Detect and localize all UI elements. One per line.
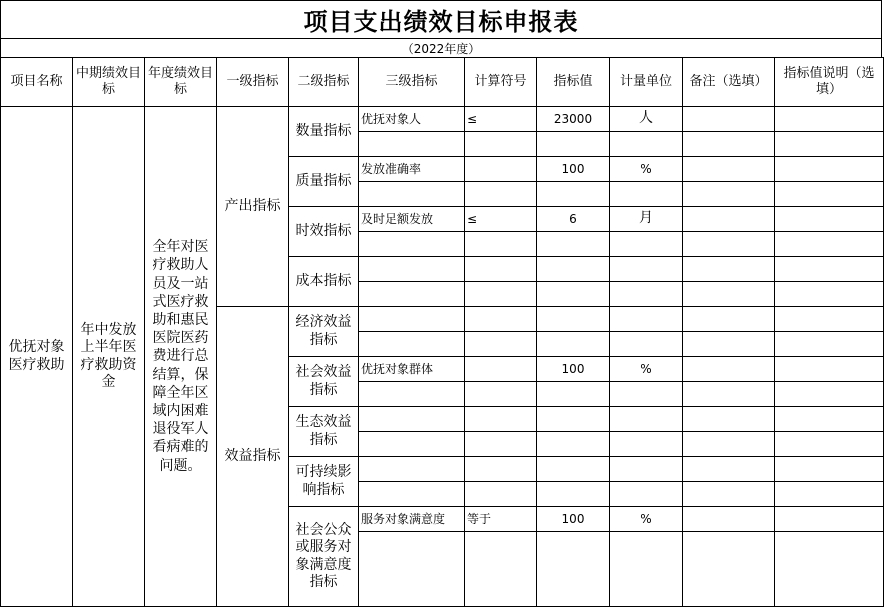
operator-cell[interactable]: [465, 307, 537, 332]
level1-benefit-cell[interactable]: 效益指标: [217, 307, 289, 607]
level3-cell[interactable]: [359, 132, 465, 157]
level3-cell[interactable]: [359, 532, 465, 607]
remark-cell[interactable]: [683, 457, 775, 482]
unit-cell[interactable]: [610, 132, 683, 157]
desc-cell[interactable]: [775, 232, 884, 257]
operator-cell[interactable]: [465, 157, 537, 182]
desc-cell[interactable]: [775, 432, 884, 457]
desc-cell[interactable]: [775, 182, 884, 207]
form-year: （2022年度）: [0, 38, 882, 57]
operator-cell[interactable]: [465, 432, 537, 457]
desc-cell[interactable]: [775, 482, 884, 507]
value-cell[interactable]: 100: [537, 507, 610, 532]
value-cell[interactable]: 23000: [537, 107, 610, 132]
remark-cell[interactable]: [683, 307, 775, 332]
value-cell[interactable]: [537, 232, 610, 257]
level3-cell[interactable]: 及时足额发放: [359, 207, 465, 232]
operator-cell[interactable]: [465, 382, 537, 407]
level3-cell[interactable]: [359, 257, 465, 282]
unit-cell[interactable]: %: [610, 507, 683, 532]
level2-social-cell[interactable]: 社会效益指标: [289, 357, 359, 407]
desc-cell[interactable]: [775, 132, 884, 157]
desc-cell[interactable]: [775, 207, 884, 232]
operator-cell[interactable]: ≤: [465, 207, 537, 232]
desc-cell[interactable]: [775, 332, 884, 357]
operator-cell[interactable]: [465, 357, 537, 382]
performance-table: [0, 57, 884, 607]
header-annual-goal[interactable]: 年度绩效目标: [145, 58, 217, 107]
desc-cell[interactable]: [775, 407, 884, 432]
level3-cell[interactable]: [359, 382, 465, 407]
unit-cell[interactable]: [610, 182, 683, 207]
unit-cell[interactable]: [610, 532, 683, 607]
unit-cell[interactable]: [610, 257, 683, 282]
level3-cell[interactable]: [359, 282, 465, 307]
level2-satisfaction-cell[interactable]: 社会公众或服务对象满意度指标: [289, 507, 359, 607]
operator-cell[interactable]: [465, 257, 537, 282]
operator-cell[interactable]: [465, 332, 537, 357]
remark-cell[interactable]: [683, 282, 775, 307]
value-cell[interactable]: [537, 132, 610, 157]
value-cell[interactable]: [537, 257, 610, 282]
desc-cell[interactable]: [775, 282, 884, 307]
level2-cost-cell[interactable]: 成本指标: [289, 257, 359, 307]
value-cell[interactable]: [537, 332, 610, 357]
header-level3[interactable]: 三级指标: [359, 58, 465, 107]
level2-quality-cell[interactable]: 质量指标: [289, 157, 359, 207]
operator-cell[interactable]: [465, 482, 537, 507]
desc-cell[interactable]: [775, 507, 884, 532]
value-cell[interactable]: [537, 532, 610, 607]
annual-goal-cell[interactable]: 全年对医疗救助人员及一站式医疗救助和惠民医院医药费进行总结算，保障全年区域内困难退役军人看病难的问题。: [145, 107, 217, 607]
operator-cell[interactable]: [465, 407, 537, 432]
header-desc[interactable]: 指标值说明（选填）: [775, 58, 884, 107]
remark-cell[interactable]: [683, 232, 775, 257]
level3-cell[interactable]: [359, 232, 465, 257]
remark-cell[interactable]: [683, 132, 775, 157]
unit-cell[interactable]: [610, 282, 683, 307]
table-row: [1, 107, 884, 132]
desc-cell[interactable]: [775, 107, 884, 132]
remark-cell[interactable]: [683, 482, 775, 507]
header-mid-goal[interactable]: 中期绩效目标: [73, 58, 145, 107]
operator-cell[interactable]: [465, 282, 537, 307]
header-unit[interactable]: 计量单位: [610, 58, 683, 107]
value-cell[interactable]: [537, 307, 610, 332]
remark-cell[interactable]: [683, 382, 775, 407]
header-operator[interactable]: 计算符号: [465, 58, 537, 107]
desc-cell[interactable]: [775, 382, 884, 407]
level2-timeliness-cell[interactable]: 时效指标: [289, 207, 359, 257]
header-row: [1, 58, 884, 107]
unit-cell[interactable]: 人: [610, 107, 683, 132]
level2-ecological-cell[interactable]: 生态效益指标: [289, 407, 359, 457]
mid-goal-cell[interactable]: 年中发放上半年医疗救助资金: [73, 107, 145, 607]
desc-cell[interactable]: [775, 357, 884, 382]
remark-cell[interactable]: [683, 407, 775, 432]
desc-cell[interactable]: [775, 457, 884, 482]
remark-cell[interactable]: [683, 182, 775, 207]
level3-cell[interactable]: [359, 307, 465, 332]
unit-cell[interactable]: [610, 457, 683, 482]
operator-cell[interactable]: [465, 182, 537, 207]
project-name-cell[interactable]: 优抚对象医疗救助: [1, 107, 73, 607]
unit-cell[interactable]: %: [610, 157, 683, 182]
operator-cell[interactable]: ≤: [465, 107, 537, 132]
level3-cell[interactable]: 优抚对象人: [359, 107, 465, 132]
unit-cell[interactable]: [610, 307, 683, 332]
remark-cell[interactable]: [683, 332, 775, 357]
unit-cell[interactable]: [610, 407, 683, 432]
header-level1[interactable]: 一级指标: [217, 58, 289, 107]
remark-cell[interactable]: [683, 257, 775, 282]
desc-cell[interactable]: [775, 157, 884, 182]
unit-cell[interactable]: [610, 482, 683, 507]
remark-cell[interactable]: [683, 432, 775, 457]
header-remark[interactable]: 备注（选填）: [683, 58, 775, 107]
operator-cell[interactable]: 等于: [465, 507, 537, 532]
operator-cell[interactable]: [465, 532, 537, 607]
value-cell[interactable]: [537, 432, 610, 457]
level2-economic-cell[interactable]: 经济效益指标: [289, 307, 359, 357]
unit-cell[interactable]: 月: [610, 207, 683, 232]
level3-cell[interactable]: [359, 332, 465, 357]
header-project-name[interactable]: 项目名称: [1, 58, 73, 107]
level1-output-cell[interactable]: 产出指标: [217, 107, 289, 307]
value-cell[interactable]: [537, 482, 610, 507]
desc-cell[interactable]: [775, 257, 884, 282]
desc-cell[interactable]: [775, 307, 884, 332]
value-cell[interactable]: [537, 382, 610, 407]
form-title: 项目支出绩效目标申报表: [0, 0, 882, 38]
unit-cell[interactable]: [610, 232, 683, 257]
operator-cell[interactable]: [465, 132, 537, 157]
remark-cell[interactable]: [683, 107, 775, 132]
operator-cell[interactable]: [465, 232, 537, 257]
value-cell[interactable]: 100: [537, 357, 610, 382]
level2-quantity-cell[interactable]: 数量指标: [289, 107, 359, 157]
level3-cell[interactable]: [359, 457, 465, 482]
value-cell[interactable]: 6: [537, 207, 610, 232]
level3-cell[interactable]: 服务对象满意度: [359, 507, 465, 532]
unit-cell[interactable]: [610, 432, 683, 457]
level2-sustainable-cell[interactable]: 可持续影响指标: [289, 457, 359, 507]
value-cell[interactable]: [537, 182, 610, 207]
header-value[interactable]: 指标值: [537, 58, 610, 107]
unit-cell[interactable]: [610, 332, 683, 357]
header-level2[interactable]: 二级指标: [289, 58, 359, 107]
value-cell[interactable]: [537, 282, 610, 307]
operator-cell[interactable]: [465, 457, 537, 482]
level3-cell[interactable]: [359, 482, 465, 507]
level3-cell[interactable]: 发放准确率: [359, 157, 465, 182]
level3-cell[interactable]: 优抚对象群体: [359, 357, 465, 382]
level3-cell[interactable]: [359, 407, 465, 432]
value-cell[interactable]: [537, 457, 610, 482]
remark-cell[interactable]: [683, 357, 775, 382]
value-cell[interactable]: [537, 407, 610, 432]
unit-cell[interactable]: [610, 382, 683, 407]
remark-cell[interactable]: [683, 507, 775, 532]
desc-cell[interactable]: [775, 532, 884, 607]
level3-cell[interactable]: [359, 182, 465, 207]
value-cell[interactable]: 100: [537, 157, 610, 182]
unit-cell[interactable]: %: [610, 357, 683, 382]
remark-cell[interactable]: [683, 157, 775, 182]
remark-cell[interactable]: [683, 207, 775, 232]
remark-cell[interactable]: [683, 532, 775, 607]
level3-cell[interactable]: [359, 432, 465, 457]
